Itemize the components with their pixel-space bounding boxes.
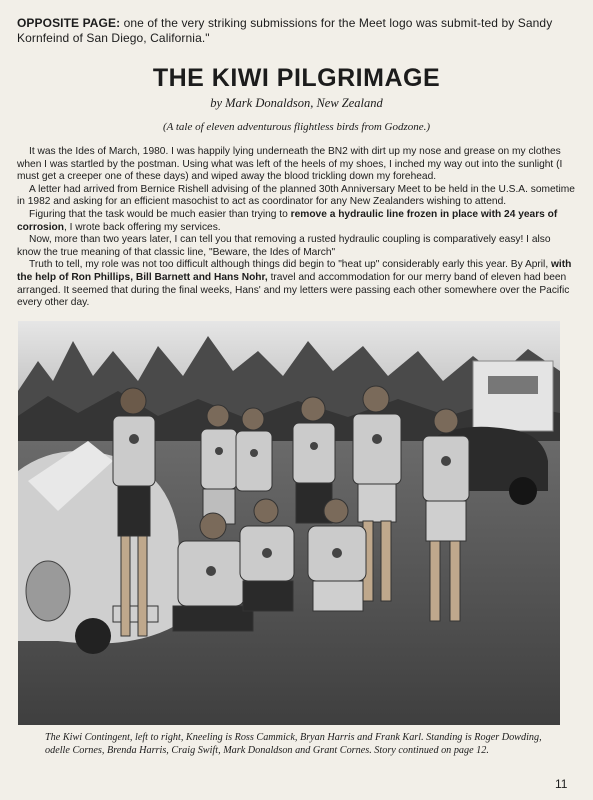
- intro-text: one of the very striking submissions for the Meet logo was submit-ted by Sandy Kornfeind of San Diego, California.": [17, 16, 553, 45]
- paragraph-5-bold: with the help of Ron Phillips, Bill Barnett and Hans Nohr,: [17, 259, 572, 283]
- article-title: THE KIWI PILGRIMAGE: [152, 64, 441, 92]
- paragraph-2: A letter had arrived from Bernice Rishell advising of the planned 30th Anniversary Meet to be held in the U.S.A. sometime in 1982 and asking for an efficient masochist to act as coordinator for any New Zealanders wishing to attend.: [17, 183, 575, 208]
- kneeling-people: [173, 499, 366, 631]
- paragraph-3: [17, 209, 575, 234]
- article-byline: by Mark Donaldson, New Zealand: [210, 96, 383, 110]
- paragraph-3-text-a: Figuring that the task would be much easier than trying to: [29, 208, 291, 220]
- rv-trailer: [473, 361, 553, 431]
- intro-lead: OPPOSITE PAGE:: [17, 16, 121, 30]
- group-photo: [18, 321, 560, 725]
- paragraph-5-text-a: Truth to tell, my role was not too difficult although things did begin to "heat up" considerably early this year. By April,: [29, 259, 551, 271]
- article-tagline: (A tale of eleven adventurous flightless birds from Godzone.): [162, 121, 431, 133]
- paragraph-5-text-b: travel and accommodation for our merry band of eleven had been arranged. It seemed that during the final weeks, Hans' and my letters were passing each other somewhere over the Pacific every other day.: [17, 271, 570, 309]
- paragraph-3-text-b: , I wrote back offering my services.: [63, 221, 221, 233]
- paragraph-4: Now, more than two years later, I can tell you that removing a rusted hydraulic coupling is comparatively easy! I also know the true meaning of that classic line, "Beware, the Ides of March": [17, 234, 551, 258]
- paragraph-1: It was the Ides of March, 1980. I was happily lying underneath the BN2 with dirt up my nose and grease on my clothes when I was startled by the postman. Using what was left of the heels of my shoes, I inched my way out into the sunlight (I must get a creeper one of these days) and wiped away the blood trickling down my forehead.: [17, 146, 563, 183]
- photo-caption: The Kiwi Contingent, left to right, Kneeling is Ross Cammick, Bryan Harris and Frank Karl. Standing is Roger Dowding, odelle Cornes, Brenda Harris, Craig Swift, Mark Donaldson and Grant Cornes. Story continued on page 12.: [45, 732, 542, 756]
- article-body: [17, 146, 575, 310]
- paragraph-3-bold: remove a hydraulic line frozen in place with 24 years of corrosion: [17, 208, 558, 233]
- opposite-page-note: [17, 16, 572, 46]
- group-photo-illustration: [18, 321, 560, 725]
- paragraph-5: [17, 259, 575, 309]
- page-number: 11: [555, 777, 568, 791]
